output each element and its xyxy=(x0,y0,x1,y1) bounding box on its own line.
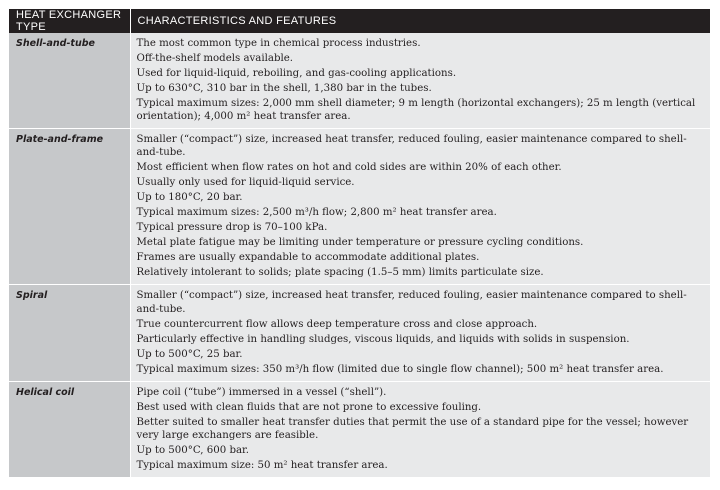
feature-line: The most common type in chemical process industries. xyxy=(136,38,421,49)
feature-line: Used for liquid-liquid, reboiling, and gas-cooling applications. xyxy=(136,68,457,79)
feature-line: Best used with clean fluids that are not prone to excessive fouling. xyxy=(136,401,482,413)
feature-line: Up to 630°C, 310 bar in the shell, 1,380 bar in the tubes. xyxy=(136,83,432,94)
header-features: CHARACTERISTICS AND FEATURES xyxy=(130,9,710,33)
features-cell xyxy=(130,33,710,129)
feature-line: Particularly effective in handling sludges, viscous liquids, and liquids with solids in suspension. xyxy=(136,333,630,345)
feature-line: Up to 500°C, 25 bar. xyxy=(136,348,243,360)
table-row xyxy=(9,129,710,285)
feature-line: Better suited to smaller heat transfer duties that permit the use of a standard pipe for the vessel; however very large exchangers are feasible. xyxy=(136,416,689,441)
feature-line: True countercurrent flow allows deep temperature cross and close approach. xyxy=(136,318,538,330)
feature-line: Typical pressure drop is 70–100 kPa. xyxy=(136,222,328,234)
header-type: HEAT EXCHANGER TYPE xyxy=(9,9,130,33)
table-row xyxy=(9,381,710,477)
header-row xyxy=(9,9,710,33)
feature-line: Smaller (“compact”) size, increased heat transfer, reduced fouling, easier maintenance compared to shell-and-tube. xyxy=(136,290,687,315)
feature-line: Metal plate fatigue may be limiting under temperature or pressure cycling conditions. xyxy=(136,237,584,249)
feature-line: Off-the-shelf models available. xyxy=(136,53,293,64)
type-cell: Spiral xyxy=(9,285,130,381)
feature-line: Up to 500°C, 600 bar. xyxy=(136,444,250,456)
table-row xyxy=(9,33,710,129)
features-cell xyxy=(130,285,710,381)
feature-line: Typical maximum sizes: 2,500 m³/h flow; 2,800 m² heat transfer area. xyxy=(136,207,497,219)
feature-line: Pipe coil (“tube”) immersed in a vessel (“shell”). xyxy=(136,386,387,398)
type-cell: Shell-and-tube xyxy=(9,33,130,129)
feature-line: Relatively intolerant to solids; plate spacing (1.5–5 mm) limits particulate size. xyxy=(136,267,544,279)
heat-exchanger-table xyxy=(9,9,710,478)
feature-line: Up to 180°C, 20 bar. xyxy=(136,192,243,204)
feature-line: Usually only used for liquid-liquid service. xyxy=(136,177,355,189)
feature-line: Typical maximum sizes: 2,000 mm shell diameter; 9 m length (horizontal exchangers); 25 m length (vertical orientation); 4,000 m² heat transfer area. xyxy=(136,98,696,123)
feature-line: Smaller (“compact”) size, increased heat transfer, reduced fouling, easier maintenance compared to shell-and-tube. xyxy=(136,134,687,159)
feature-line: Most efficient when flow rates on hot and cold sides are within 20% of each other. xyxy=(136,162,562,174)
type-cell: Plate-and-frame xyxy=(9,129,130,285)
feature-line: Typical maximum size: 50 m² heat transfer area. xyxy=(136,459,388,471)
type-cell: Helical coil xyxy=(9,381,130,477)
table-row xyxy=(9,285,710,381)
feature-line: Frames are usually expandable to accommodate additional plates. xyxy=(136,252,480,264)
feature-line: Typical maximum sizes: 350 m³/h flow (limited due to single flow channel); 500 m² heat transfer area. xyxy=(136,363,664,375)
features-cell xyxy=(130,381,710,477)
features-cell xyxy=(130,129,710,285)
